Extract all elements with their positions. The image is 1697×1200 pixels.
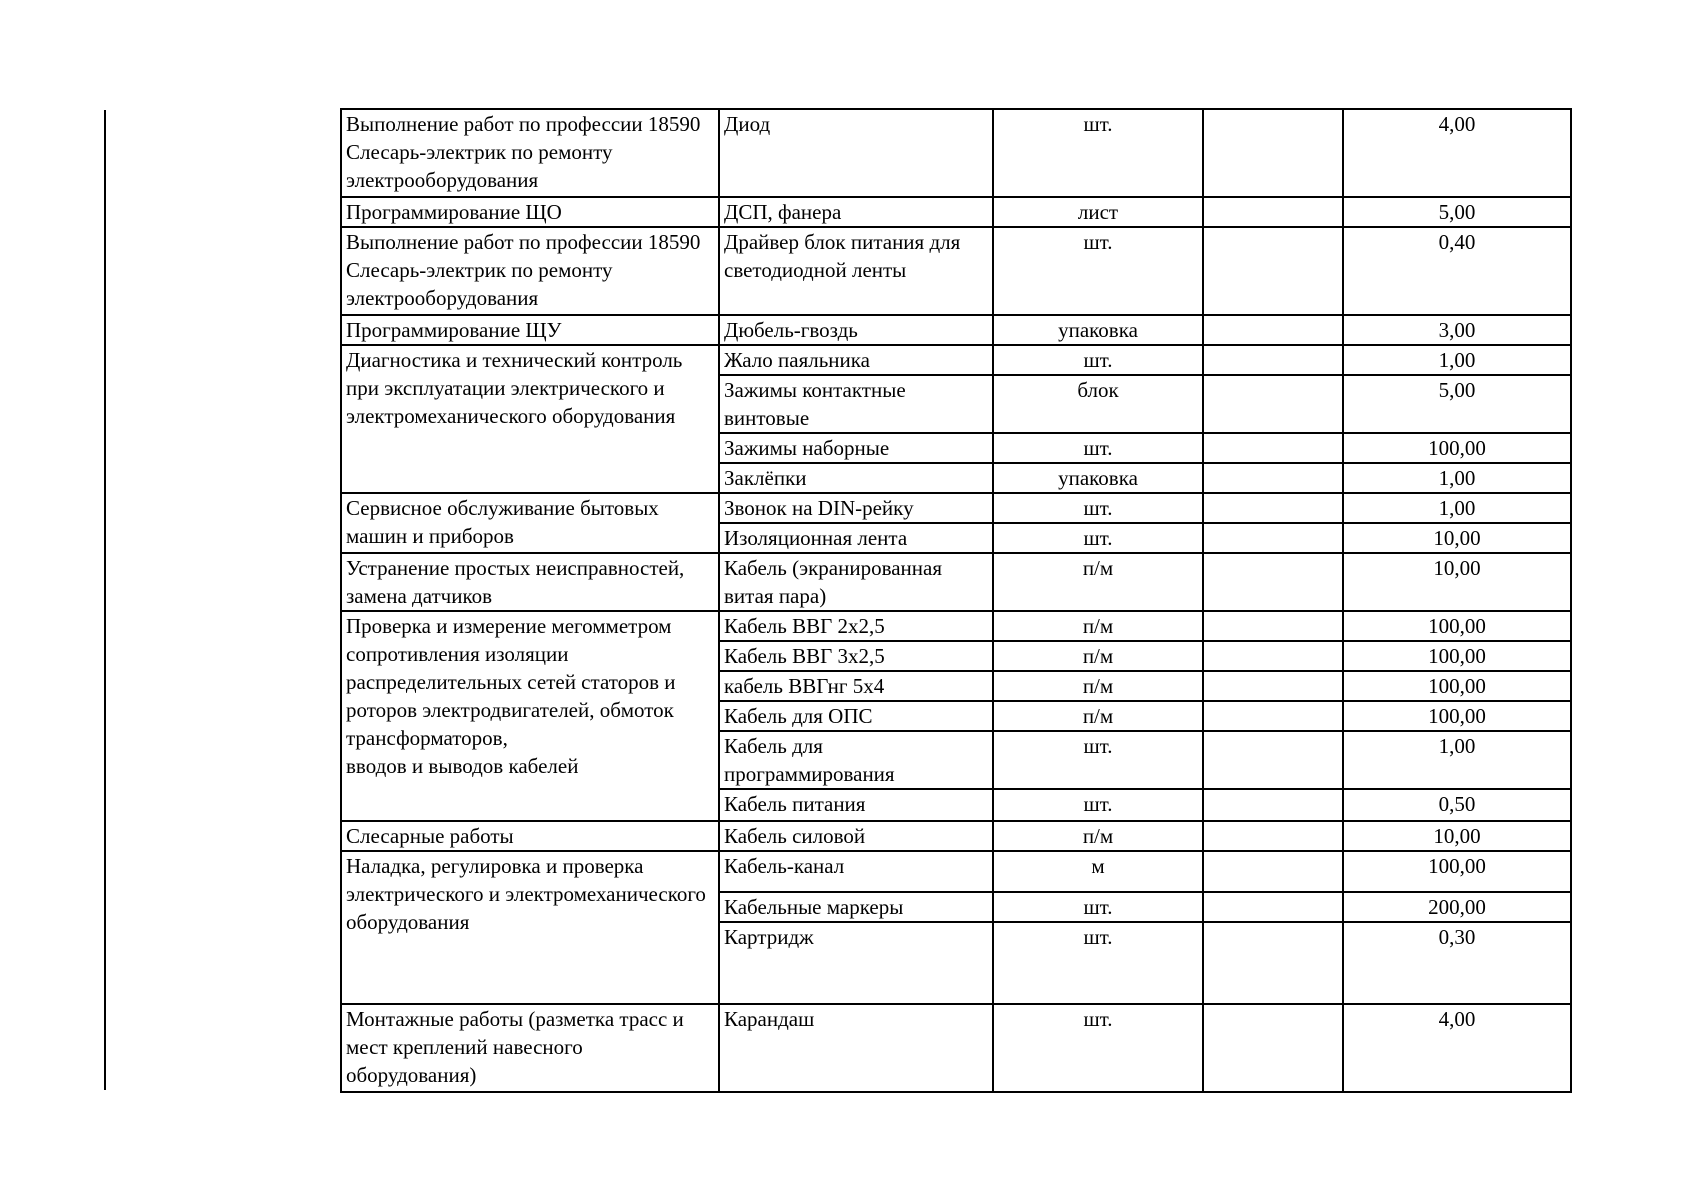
quantity-cell: 10,00 [1343,553,1571,611]
table-row [341,553,1571,611]
quantity-cell: 100,00 [1343,641,1571,671]
unit-cell: м [993,851,1203,892]
unit-cell: п/м [993,611,1203,641]
quantity-cell: 100,00 [1343,671,1571,701]
empty-cell [1203,375,1343,433]
material-cell: Звонок на DIN-рейку [719,493,993,523]
work-type-cell: Проверка и измерение мегомметром сопротивления изоляции распределительных сетей статоров и роторов электродвигателей, обмоток трансформаторов, вводов и выводов кабелей [341,611,719,821]
quantity-cell: 3,00 [1343,315,1571,345]
quantity-cell: 4,00 [1343,109,1571,197]
material-cell: Кабельные маркеры [719,892,993,922]
material-cell: Кабель для ОПС [719,701,993,731]
empty-cell [1203,523,1343,553]
empty-cell [1203,493,1343,523]
unit-cell: п/м [993,641,1203,671]
work-type-cell: Наладка, регулировка и проверка электрического и электромеханического оборудования [341,851,719,1004]
unit-cell: лист [993,197,1203,227]
quantity-cell: 100,00 [1343,851,1571,892]
empty-cell [1203,641,1343,671]
unit-cell: п/м [993,671,1203,701]
empty-cell [1203,345,1343,375]
empty-cell [1203,701,1343,731]
unit-cell: шт. [993,433,1203,463]
material-cell: Заклёпки [719,463,993,493]
table-row [341,611,1571,641]
quantity-cell: 100,00 [1343,433,1571,463]
material-cell: Дюбель-гвоздь [719,315,993,345]
table-row [341,109,1571,197]
quantity-cell: 5,00 [1343,197,1571,227]
page-margin-line [104,110,106,1090]
table-row [341,821,1571,851]
unit-cell: шт. [993,227,1203,315]
material-cell: Жало паяльника [719,345,993,375]
work-type-cell: Слесарные работы [341,821,719,851]
empty-cell [1203,433,1343,463]
table-row [341,315,1571,345]
quantity-cell: 10,00 [1343,821,1571,851]
quantity-cell: 0,40 [1343,227,1571,315]
unit-cell: п/м [993,553,1203,611]
quantity-cell: 1,00 [1343,463,1571,493]
unit-cell: шт. [993,523,1203,553]
empty-cell [1203,892,1343,922]
empty-cell [1203,463,1343,493]
quantity-cell: 0,30 [1343,922,1571,1004]
empty-cell [1203,553,1343,611]
quantity-cell: 100,00 [1343,701,1571,731]
empty-cell [1203,315,1343,345]
material-cell: Кабель (экранированная витая пара) [719,553,993,611]
unit-cell: упаковка [993,463,1203,493]
empty-cell [1203,1004,1343,1092]
empty-cell [1203,109,1343,197]
material-cell: Кабель питания [719,789,993,821]
empty-cell [1203,789,1343,821]
work-type-cell: Устранение простых неисправностей, замена датчиков [341,553,719,611]
material-cell: Драйвер блок питания для светодиодной ленты [719,227,993,315]
quantity-cell: 4,00 [1343,1004,1571,1092]
empty-cell [1203,731,1343,789]
material-cell: Зажимы контактные винтовые [719,375,993,433]
quantity-cell: 1,00 [1343,493,1571,523]
unit-cell: шт. [993,731,1203,789]
material-cell: кабель ВВГнг 5х4 [719,671,993,701]
work-type-cell: Выполнение работ по профессии 18590 Слесарь-электрик по ремонту электрооборудования [341,109,719,197]
quantity-cell: 200,00 [1343,892,1571,922]
unit-cell: шт. [993,1004,1203,1092]
table-row [341,227,1571,315]
material-cell: Кабель ВВГ 2х2,5 [719,611,993,641]
unit-cell: шт. [993,345,1203,375]
empty-cell [1203,922,1343,1004]
table-row [341,851,1571,892]
unit-cell: шт. [993,493,1203,523]
empty-cell [1203,671,1343,701]
empty-cell [1203,851,1343,892]
unit-cell: упаковка [993,315,1203,345]
work-type-cell: Выполнение работ по профессии 18590 Слесарь-электрик по ремонту электрооборудования [341,227,719,315]
work-type-cell: Диагностика и технический контроль при эксплуатации электрического и электромеханического оборудования [341,345,719,493]
table-row [341,197,1571,227]
unit-cell: шт. [993,922,1203,1004]
material-cell: Карандаш [719,1004,993,1092]
empty-cell [1203,227,1343,315]
quantity-cell: 0,50 [1343,789,1571,821]
materials-table-body [341,109,1571,1092]
table-row [341,345,1571,375]
work-type-cell: Сервисное обслуживание бытовых машин и приборов [341,493,719,553]
unit-cell: п/м [993,701,1203,731]
quantity-cell: 100,00 [1343,611,1571,641]
quantity-cell: 1,00 [1343,345,1571,375]
material-cell: Кабель силовой [719,821,993,851]
materials-table [340,108,1572,1093]
table-row [341,493,1571,523]
material-cell: Зажимы наборные [719,433,993,463]
quantity-cell: 10,00 [1343,523,1571,553]
material-cell: Кабель-канал [719,851,993,892]
material-cell: Изоляционная лента [719,523,993,553]
material-cell: Диод [719,109,993,197]
unit-cell: шт. [993,789,1203,821]
work-type-cell: Монтажные работы (разметка трасс и мест креплений навесного оборудования) [341,1004,719,1092]
empty-cell [1203,821,1343,851]
unit-cell: п/м [993,821,1203,851]
unit-cell: блок [993,375,1203,433]
empty-cell [1203,197,1343,227]
material-cell: ДСП, фанера [719,197,993,227]
work-type-cell: Программирование ЩО [341,197,719,227]
material-cell: Картридж [719,922,993,1004]
unit-cell: шт. [993,109,1203,197]
unit-cell: шт. [993,892,1203,922]
material-cell: Кабель для программирования [719,731,993,789]
quantity-cell: 1,00 [1343,731,1571,789]
material-cell: Кабель ВВГ 3х2,5 [719,641,993,671]
quantity-cell: 5,00 [1343,375,1571,433]
work-type-cell: Программирование ЩУ [341,315,719,345]
table-row [341,1004,1571,1092]
empty-cell [1203,611,1343,641]
